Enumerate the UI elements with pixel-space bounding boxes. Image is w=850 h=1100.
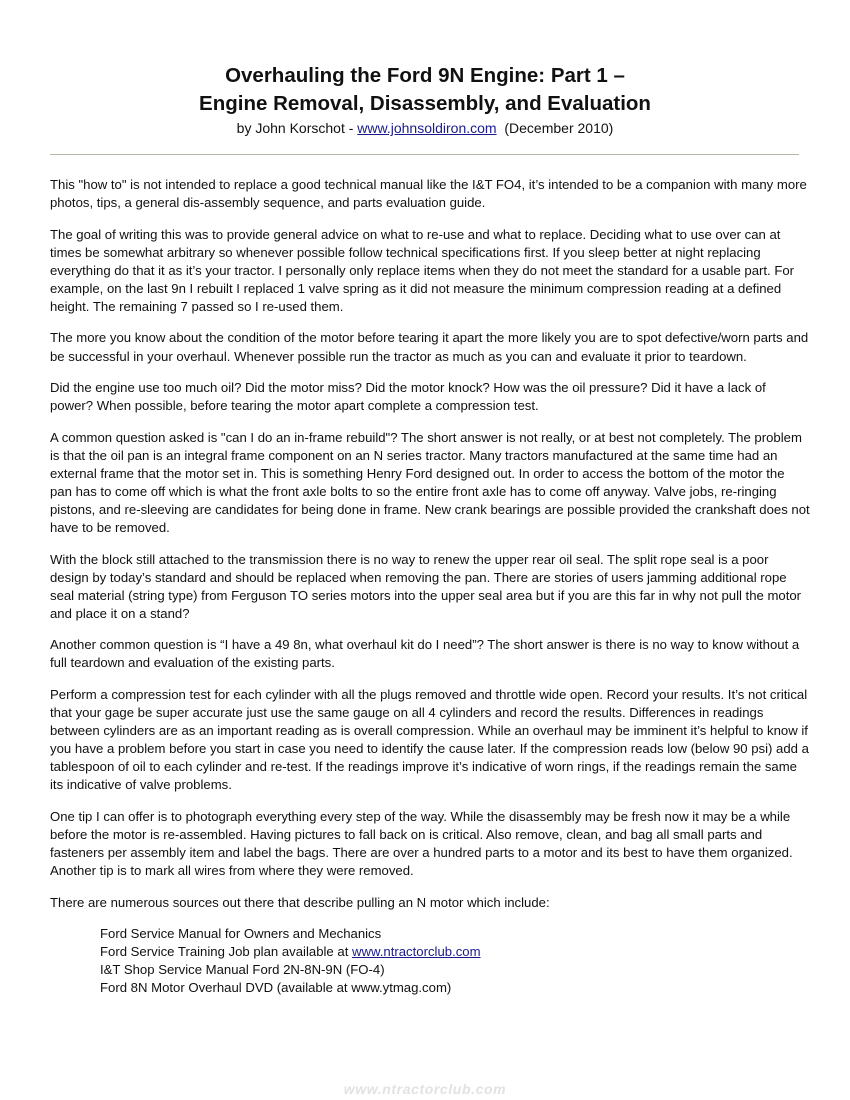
paragraph-rear-oil-seal: With the block still attached to the transmission there is no way to renew the upper rear oil seal. The split rope seal is a poor design by today’s standard and should be replaced when removing the pan. There are stories of users jamming additional rope seal material (string type) from Ferguson TO series motors into the upper seal area but if you are this far in why not pull the motor and place it on a stand? (50, 551, 802, 621)
paragraph-intro: This "how to" is not intended to replace a good technical manual like the I&T FO4, it’s intended to be a companion with many more photos, tips, a general dis-assembly sequence, and parts evaluation guide. (50, 177, 807, 211)
paragraph-photo-tip: One tip I can offer is to photograph everything every step of the way. While the disassembly may be fresh now it may be a while before the motor is re-assembled. Having pictures to fall back on is critical. Also remove, clean, and bag all small parts and fasteners per assembly item and label the bags. There are over a hundred parts to a motor and its best to have them organized. Another tip is to mark all wires from where they were removed. (50, 808, 793, 879)
list-item: Ford Service Manual for Owners and Mechanics (100, 926, 382, 942)
paragraph-condition: The more you know about the condition of the motor before tearing it apart the more likely you are to spot defective/worn parts and be successful in your overhaul. Whenever possible run the tractor as much as you can and evaluate it prior to teardown. (50, 330, 809, 364)
byline (0, 118, 850, 138)
paragraph-sources-intro: There are numerous sources out there that describe pulling an N motor which include: (50, 894, 550, 910)
header-divider (50, 154, 799, 155)
footer-watermark: www.ntractorclub.com (343, 1081, 507, 1097)
document-body (50, 176, 810, 997)
list-item: Ford Service Training Job plan available at www.ntractorclub.com (100, 944, 481, 960)
sources-list (50, 925, 810, 997)
document-header (0, 62, 850, 138)
ntractorclub-link[interactable]: www.ntractorclub.com (352, 944, 481, 960)
byline-date: (December 2010) (496, 120, 614, 136)
paragraph-questions: Did the engine use too much oil? Did the motor miss? Did the motor knock? How was the oil pressure? Did it have a lack of power? When possible, before tearing the motor apart complete a compression test. (50, 380, 766, 414)
list-item: I&T Shop Service Manual Ford 2N-8N-9N (FO-4) (100, 962, 385, 978)
paragraph-overhaul-kit: Another common question is “I have a 49 8n, what overhaul kit do I need”? The short answer is there is no way to know without a full teardown and evaluation of the existing parts. (50, 637, 800, 671)
paragraph-goal: The goal of writing this was to provide general advice on what to re-use and what to replace. Deciding what to use over can at times be somewhat arbitrary so whenever possible follow technical specifications first. If you sleep better at night replacing everything do that it as it’s your tractor. I personally only replace items when they do not meet the standard for a usable part. For example, on the last 9n I rebuilt I replaced 1 valve spring as it did not measure the minimum compression reading at a defined height. The remaining 7 passed so I re-used them. (50, 226, 795, 314)
paragraph-compression-test: Perform a compression test for each cylinder with all the plugs removed and throttle wide open. Record your results. It’s not critical that your gage be super accurate just use the same gauge on all 4 cylinders and record the results. Differences in readings between cylinders are as an important reading as is overall compression. While an overhaul may be imminent it’s helpful to know if you have a problem before you start in case you need to identify the cause later. If the compression reads low (below 90 psi) add a tablespoon of oil to each cylinder and re-test. If the readings improve it’s indicative of worn rings, if the readings remain the same its indicative of valve problems. (50, 686, 809, 793)
document-title (0, 62, 850, 118)
byline-author: by John Korschot - (236, 120, 358, 136)
list-item: Ford 8N Motor Overhaul DVD (available at www.ytmag.com) (100, 980, 452, 996)
author-website-link[interactable]: www.johnsoldiron.com (357, 120, 497, 136)
title-line-1: Overhauling the Ford 9N Engine: Part 1 – (225, 64, 625, 87)
paragraph-in-frame-rebuild: A common question asked is "can I do an in-frame rebuild"? The short answer is not really, or at best not completely. The problem is that the oil pan is an integral frame component on an N series tractor. Many tractors manufactured at the same time had an external frame that the motor set in. This is something Henry Ford designed out. In order to access the bottom of the motor the pan has to come off which is what the front axle bolts to so the entire front axle has to come off anyway. Valve jobs, re-ringing pistons, and re-sleeving are candidates for being done in frame. New crank bearings are possible provided the crankshaft does not have to be removed. (50, 429, 810, 536)
title-line-2: Engine Removal, Disassembly, and Evaluation (199, 92, 651, 115)
